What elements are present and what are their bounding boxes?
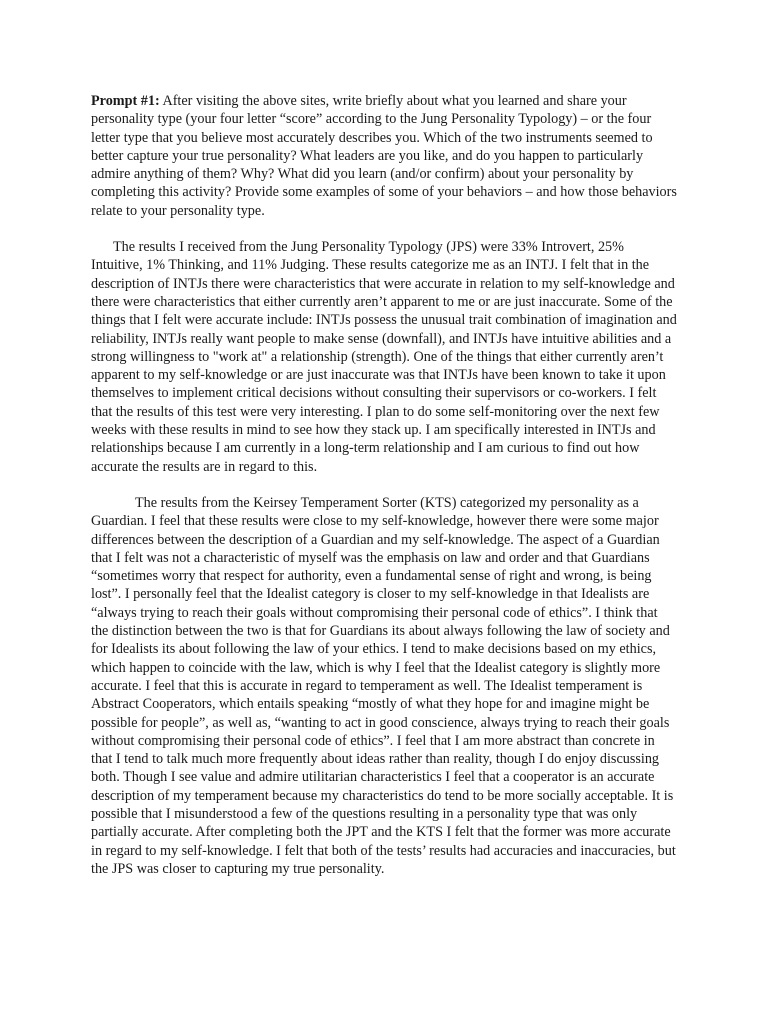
prompt-paragraph <box>91 92 678 220</box>
body-paragraph-jps: The results I received from the Jung Personality Typology (JPS) were 33% Introvert, 25% Intuitive, 1% Thinking, and 11% Judging. These results categorize me as an INTJ. I felt that in the description of INTJs there were characteristics that were accurate in relation to my self-knowledge and there were characteristics that either currently aren’t apparent to me or are just inaccurate. Some of the things that I felt were accurate include: INTJs possess the unusual trait combination of imagination and reliability, INTJs really want people to make sense (downfall), and INTJs have intuitive abilities and a strong willingness to "work at" a relationship (strength). One of the things that either currently aren’t apparent to my self-knowledge or are just inaccurate was that INTJs have been known to take it upon themselves to implement critical decisions without consulting their supervisors or co-workers. I felt that the results of this test were very interesting. I plan to do some self-monitoring over the next few weeks with these results in mind to see how they stack up. I am specifically interested in INTJs and relationships because I am currently in a long-term relationship and I am curious to find out how accurate the results are in regard to this. <box>91 239 677 475</box>
prompt-text: After visiting the above sites, write briefly about what you learned and share your personality type (your four letter “score” according to the Jung Personality Typology) – or the four letter type that you believe most accurately describes you. Which of the two instruments seemed to better capture your true personality? What leaders are you like, and do you happen to particularly admire anything of them? Why? What did you learn (and/or confirm) about your personality by completing this activity? Provide some examples of some of your behaviors – and how those behaviors relate to your personality type. <box>91 93 677 219</box>
prompt-label: Prompt #1: <box>91 93 160 109</box>
body-paragraph-kts: The results from the Keirsey Temperament Sorter (KTS) categorized my personality as a Guardian. I feel that these results were close to my self-knowledge, however there were some major differences between the description of a Guardian and my self-knowledge. The aspect of a Guardian that I felt was not a characteristic of myself was the emphasis on law and order and that Guardians “sometimes worry that respect for authority, even a fundamental sense of right and wrong, is being lost”. I personally feel that the Idealist category is closer to my self-knowledge in that Idealists are “always trying to reach their goals without compromising their personal code of ethics”. I think that the distinction between the two is that for Guardians its about always following the law of society and for Idealists its about following the law of your ethics. I tend to make decisions based on my ethics, which happen to coincide with the law, which is why I feel that the Idealist category is slightly more accurate. I feel that this is accurate in regard to temperament as well. The Idealist temperament is Abstract Cooperators, which entails speaking “mostly of what they hope for and imagine might be possible for people”, as well as, “wanting to act in good conscience, always trying to reach their goals without compromising their personal code of ethics”. I feel that I am more abstract than concrete in that I tend to talk much more frequently about ideas rather than reality, though I do enjoy discussing both. Though I see value and admire utilitarian characteristics I feel that a cooperator is an accurate description of my temperament because my characteristics do tend to be more socially acceptable. It is possible that I misunderstood a few of the questions resulting in a personality type that was only partially accurate. After completing both the JPT and the KTS I felt that the former was more accurate in regard to my self-knowledge. I felt that both of the tests’ results had accuracies and inaccuracies, but the JPS was closer to capturing my true personality. <box>91 494 676 877</box>
